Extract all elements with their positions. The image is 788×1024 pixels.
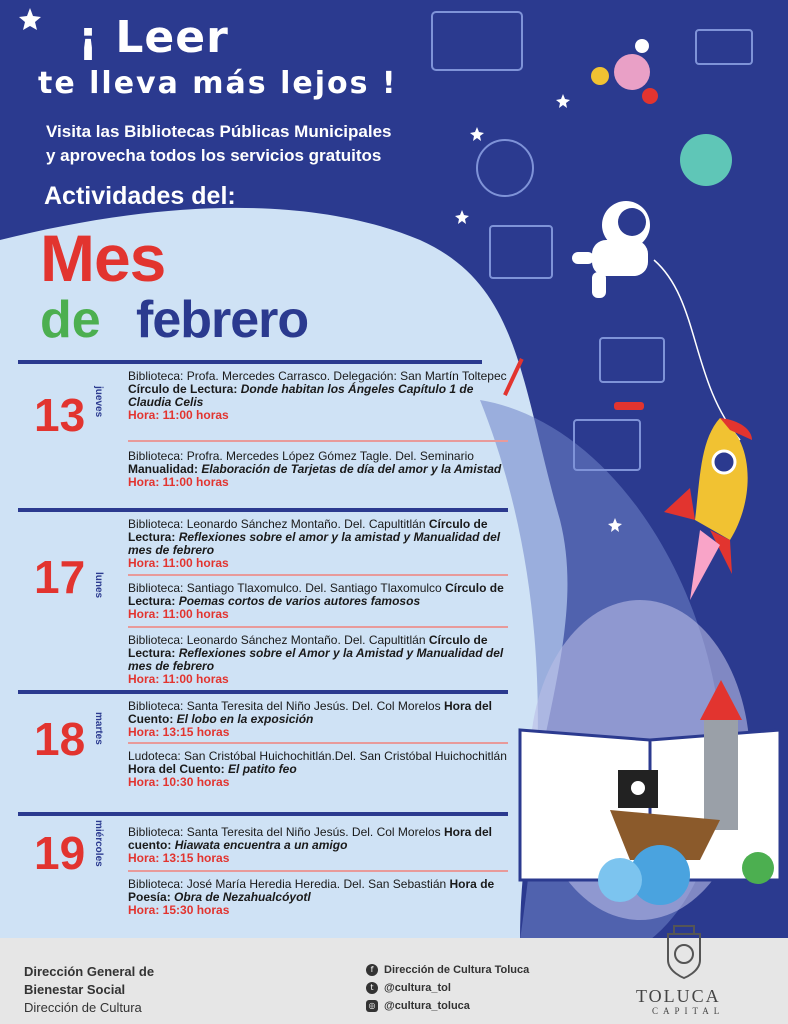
- day-name: lunes: [93, 572, 104, 599]
- day-separator: [18, 360, 482, 364]
- event-time: Hora: 11:00 horas: [128, 556, 229, 570]
- subtitle-line-2: y aprovecha todos los servicios gratuitos: [46, 146, 382, 165]
- org-line-2: Bienestar Social: [24, 982, 126, 997]
- event-time: Hora: 13:15 horas: [128, 725, 230, 739]
- twitter-link[interactable]: @cultura_tol: [384, 982, 451, 994]
- entry-divider: [128, 574, 508, 576]
- event-title: Hiawata encuentra a un amigo: [174, 838, 348, 852]
- event-kind: Círculo de Lectura:: [128, 581, 504, 608]
- event-entry: [128, 582, 518, 621]
- toluca-logo: TOLUCA: [636, 986, 721, 1006]
- event-entry: [128, 826, 518, 865]
- event-time: Hora: 11:00 horas: [128, 408, 229, 422]
- facebook-icon[interactable]: f: [366, 964, 378, 976]
- day-number: 17: [34, 551, 86, 603]
- headline-lejos: te lleva más lejos !: [38, 66, 398, 101]
- subtitle-line-1: Visita las Bibliotecas Públicas Municipales: [46, 122, 392, 141]
- day-separator: [18, 812, 508, 816]
- instagram-icon[interactable]: ◎: [366, 1000, 378, 1012]
- day-number: 13: [34, 389, 86, 441]
- facebook-link[interactable]: Dirección de Cultura Toluca: [384, 964, 530, 976]
- org-line-1: Dirección General de: [24, 964, 155, 979]
- event-kind: Círculo de Lectura:: [128, 517, 488, 544]
- event-time: Hora: 11:00 horas: [128, 475, 229, 489]
- event-kind: Hora del Cuento:: [128, 762, 225, 776]
- event-kind: Círculo de Lectura:: [128, 633, 488, 660]
- entry-divider: [128, 870, 508, 872]
- event-title: Poemas cortos de varios autores famosos: [178, 594, 421, 608]
- event-kind: Hora del cuento:: [128, 825, 492, 852]
- entry-divider: [128, 742, 508, 744]
- day-number: 18: [34, 713, 86, 765]
- event-library: Biblioteca: Leonardo Sánchez Montaño. Del. Capultitlán: [128, 517, 426, 531]
- title-febrero: febrero: [136, 291, 309, 349]
- event-title: Reflexiones sobre el amor y la amistad y Manualidad del mes de febrero: [128, 530, 501, 557]
- org-line-3: Dirección de Cultura: [24, 1000, 142, 1015]
- event-title: El lobo en la exposición: [176, 712, 314, 726]
- event-entry: [128, 370, 518, 422]
- event-title: Donde habitan los Ángeles Capítulo 1 de Claudia Celis: [128, 382, 474, 409]
- astronaut-icon: [572, 201, 740, 440]
- day-name: miércoles: [93, 820, 104, 867]
- event-time: Hora: 11:00 horas: [128, 607, 229, 621]
- day-name: martes: [93, 712, 104, 745]
- event-entry: [128, 634, 518, 686]
- event-time: Hora: 10:30 horas: [128, 775, 230, 789]
- headline-leer: ¡ Leer: [78, 12, 229, 63]
- toluca-seal-icon: [660, 924, 708, 982]
- event-library: Biblioteca: Leonardo Sánchez Montaño. Del. Capultitlán: [128, 633, 426, 647]
- day-separator: [18, 690, 508, 694]
- event-library: Biblioteca: Profra. Mercedes López Gómez Tagle. Del. Seminario: [128, 449, 474, 463]
- toluca-logo-sub: CAPITAL: [652, 1006, 725, 1016]
- event-time: Hora: 11:00 horas: [128, 672, 229, 686]
- instagram-link[interactable]: @cultura_toluca: [384, 1000, 470, 1012]
- day-number: 19: [34, 827, 86, 879]
- day-name: jueves: [93, 386, 104, 418]
- activities-label: Actividades del:: [44, 182, 236, 210]
- event-kind: Hora del Cuento:: [128, 699, 492, 726]
- twitter-icon[interactable]: t: [366, 982, 378, 994]
- event-kind: Manualidad:: [128, 462, 199, 476]
- entry-divider: [128, 440, 508, 442]
- event-library: Biblioteca: José María Heredia Heredia. Del. San Sebastián: [128, 877, 447, 891]
- event-library: Biblioteca: Santiago Tlaxomulco. Del. Santiago Tlaxomulco: [128, 581, 442, 595]
- event-entry: [128, 450, 518, 489]
- event-entry: [128, 750, 518, 789]
- event-time: Hora: 15:30 horas: [128, 903, 230, 917]
- event-kind: Hora de Poesía:: [128, 877, 495, 904]
- title-de: de: [40, 291, 101, 349]
- event-library: Biblioteca: Santa Teresita del Niño Jesús. Del. Col Morelos: [128, 699, 441, 713]
- day-separator: [18, 508, 508, 512]
- event-title: El patito feo: [228, 762, 297, 776]
- event-entry: [128, 878, 518, 917]
- event-kind: Círculo de Lectura:: [128, 382, 238, 396]
- title-mes: Mes: [40, 221, 166, 295]
- event-title: Elaboración de Tarjetas de día del amor y la Amistad: [201, 462, 502, 476]
- event-title: Reflexiones sobre el Amor y la Amistad y Manualidad del mes de febrero: [128, 646, 504, 673]
- rocket-icon: [664, 418, 752, 600]
- entry-divider: [128, 626, 508, 628]
- event-entry: [128, 518, 518, 570]
- event-title: Obra de Nezahualcóyotl: [174, 890, 311, 904]
- event-library: Ludoteca: San Cristóbal Huichochitlán.Del. San Cristóbal Huichochitlán: [128, 749, 507, 763]
- event-library: Biblioteca: Santa Teresita del Niño Jesús. Del. Col Morelos: [128, 825, 441, 839]
- event-time: Hora: 13:15 horas: [128, 851, 230, 865]
- event-library: Biblioteca: Profa. Mercedes Carrasco. Delegación: San Martín Toltepec: [128, 369, 507, 383]
- event-entry: [128, 700, 518, 739]
